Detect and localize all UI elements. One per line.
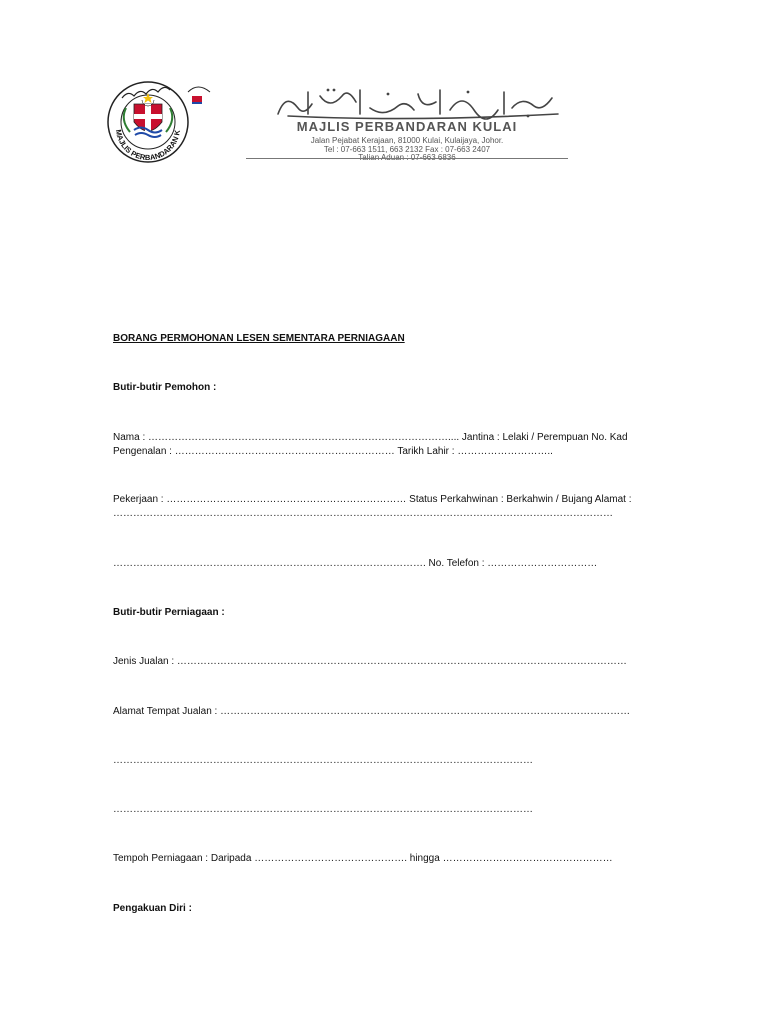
field-line-nama: Nama : ……………………………………………………………………………….... Jantina : Lelaki / Perempuan No. Kad — [113, 432, 628, 443]
field-line-jenis-jualan: Jenis Jualan : ……………………………………………………………………………………………………………………… — [113, 656, 627, 667]
council-crest-logo — [104, 78, 232, 164]
address-line: Jalan Pejabat Kerajaan, 81000 Kulai, Kulaijaya, Johor. — [310, 136, 504, 145]
field-line-pekerjaan: Pekerjaan : ……………………………………………………………… Status Perkahwinan : Berkahwin / Bujang Alamat : — [113, 494, 632, 505]
letterhead — [246, 86, 568, 160]
field-line-dots: ……………………………………………………………………………………………………………… — [113, 755, 533, 766]
field-line-alamat-tempat-jualan: Alamat Tempat Jualan : …………………………………………………………………………………………………………… — [113, 706, 631, 717]
field-line-telefon: …………………………………………………………………………………. No. Telefon : …………………………… — [113, 558, 598, 569]
field-line-tempoh-perniagaan: Tempoh Perniagaan : Daripada ………………………………………. hingga …………………………………………… — [113, 853, 613, 864]
form-title: BORANG PERMOHONAN LESEN SEMENTARA PERNIAGAAN — [113, 333, 405, 344]
letterhead-divider — [246, 158, 568, 159]
phone-fax-line: Tel : 07-663 1511, 663 2132 Fax : 07-663 2407 — [323, 145, 491, 154]
field-line-dots: ……………………………………………………………………………………………………………… — [113, 804, 533, 815]
field-line-alamat-dots: …………………………………………………………………………………………………………………………………… — [113, 508, 613, 519]
jawi-calligraphy-logo — [268, 86, 568, 120]
crest-ring-text: MAJLIS PERBANDARAN K — [113, 128, 183, 163]
field-line-pengenalan: Pengenalan : ………………………………………………………… Tarikh Lahir : ……………………….. — [113, 446, 553, 457]
section-heading-declaration: Pengakuan Diri : — [113, 903, 192, 914]
org-name: MAJLIS PERBANDARAN KULAI — [296, 119, 518, 134]
section-heading-business: Butir-butir Perniagaan : — [113, 607, 225, 618]
section-heading-applicant: Butir-butir Pemohon : — [113, 382, 217, 393]
